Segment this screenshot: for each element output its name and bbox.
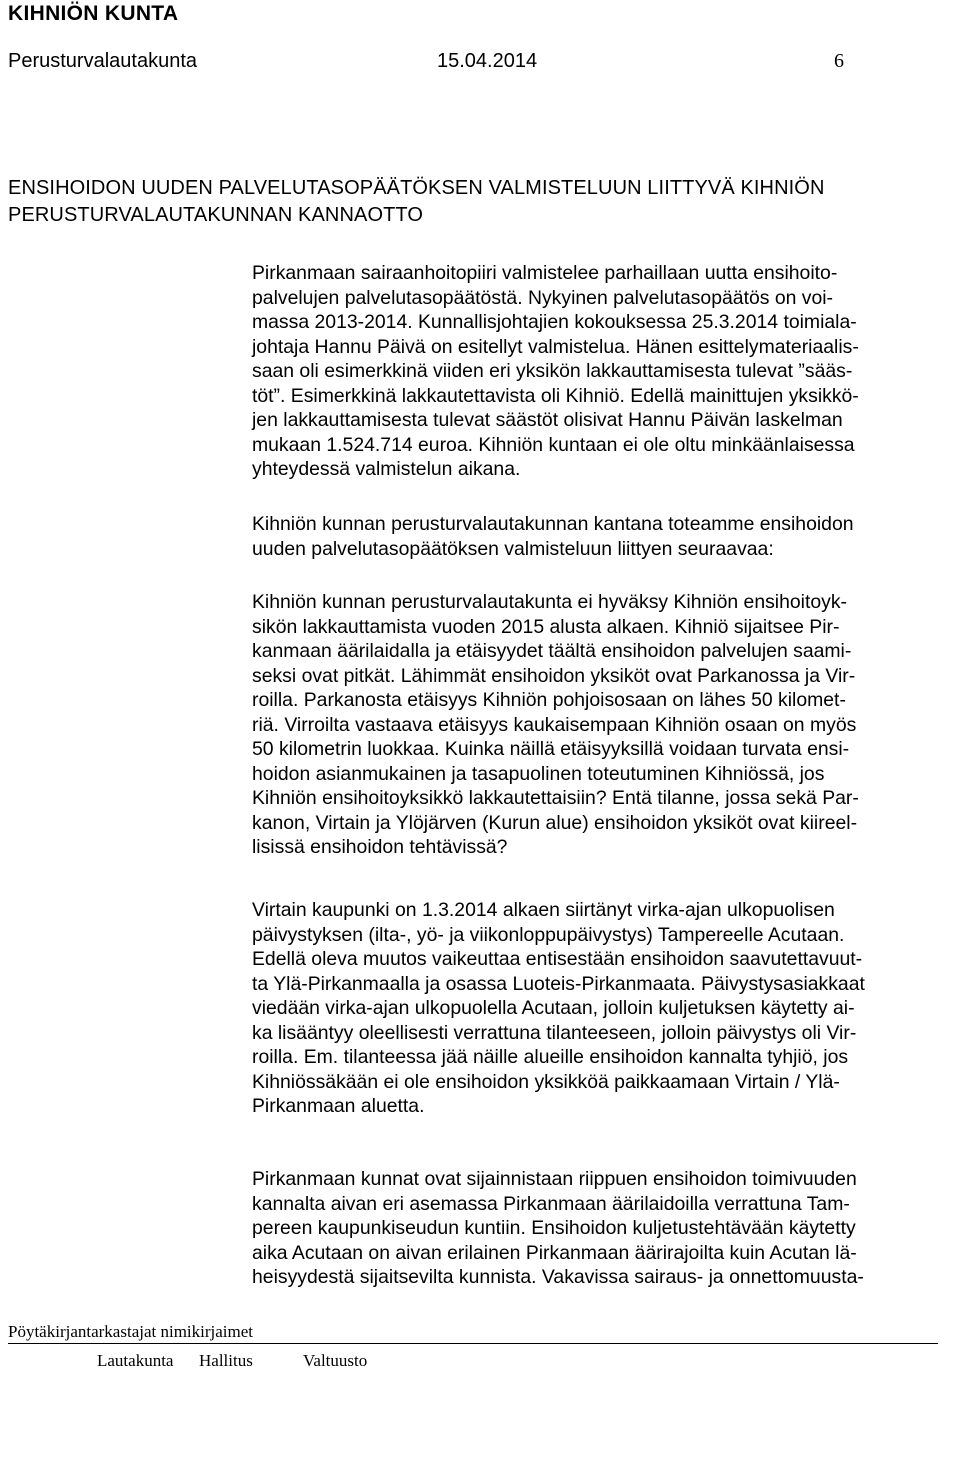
paragraph-municipalities bbox=[252, 1167, 952, 1290]
text-line: Kihniön ensihoitoyksikkö lakkautettaisiin? Entä tilanne, jossa sekä Par- bbox=[252, 787, 859, 809]
paragraph-position-statement bbox=[252, 512, 952, 561]
text-line: lisissä ensihoidon tehtävissä? bbox=[252, 836, 508, 858]
text-line: mukaan 1.524.714 euroa. Kihniön kuntaan ei ole oltu minkäänlaisessa bbox=[252, 433, 855, 456]
text-line: kanon, Virtain ja Ylöjärven (Kurun alue) ensihoidon yksiköt ovat kiireel- bbox=[252, 811, 858, 834]
signature-column-lautakunta: Lautakunta bbox=[97, 1351, 174, 1370]
text-line: yhteydessä valmistelun aikana. bbox=[252, 458, 521, 480]
text-line: sikön lakkauttamista vuoden 2015 alusta alkaen. Kihniö sijaitsee Pir- bbox=[252, 615, 840, 638]
text-line: hoidon asianmukainen ja tasapuolinen toteutuminen Kihniössä, jos bbox=[252, 762, 825, 785]
text-line: töt”. Esimerkkinä lakkautettavista oli Kihniö. Edellä mainittujen yksikkö- bbox=[252, 384, 859, 407]
text-line: Pirkanmaan aluetta. bbox=[252, 1095, 425, 1117]
signature-divider bbox=[8, 1343, 938, 1344]
signature-column-hallitus: Hallitus bbox=[199, 1351, 253, 1370]
paragraph-background bbox=[252, 261, 952, 482]
text-line: Pirkanmaan sairaanhoitopiiri valmistelee parhaillaan uutta ensihoito- bbox=[252, 262, 838, 284]
text-line: seksi ovat pitkät. Lähimmät ensihoidon yksiköt ovat Parkanossa ja Vir- bbox=[252, 664, 856, 687]
text-line: aika Acutaan on aivan erilainen Pirkanmaan äärirajoilta kuin Acutan lä- bbox=[252, 1241, 857, 1264]
meeting-date: 15.04.2014 bbox=[437, 50, 538, 72]
text-line: ka lisääntyy oleellisesti verrattuna tilanteeseen, jolloin päivystys oli Vir- bbox=[252, 1021, 857, 1044]
text-line: Virtain kaupunki on 1.3.2014 alkaen siirtänyt virka-ajan ulkopuolisen bbox=[252, 899, 835, 921]
signature-columns bbox=[0, 1351, 960, 1373]
text-line: kannalta aivan eri asemassa Pirkanmaan äärilaidoilla verrattuna Tam- bbox=[252, 1192, 850, 1215]
text-line: riä. Virroilta vastaava etäisyys kaukaisempaan Kihniön osaan on myös bbox=[252, 713, 857, 736]
text-line: Kihniön kunnan perusturvalautakunnan kantana toteamme ensihoidon bbox=[252, 513, 854, 535]
text-line: Pirkanmaan kunnat ovat sijainnistaan riippuen ensihoidon toimivuuden bbox=[252, 1168, 857, 1190]
heading-line: ENSIHOIDON UUDEN PALVELUTASOPÄÄTÖKSEN VALMISTELUUN LIITTYVÄ KIHNIÖN bbox=[8, 177, 825, 199]
text-line: pereen kaupunkiseudun kuntiin. Ensihoidon kuljetustehtävään käytetty bbox=[252, 1217, 856, 1239]
text-line: Kihniön kunnan perusturvalautakunta ei hyväksy Kihniön ensihoitoyk- bbox=[252, 591, 848, 613]
committee-name: Perusturvalautakunta bbox=[8, 50, 198, 72]
signature-title: Pöytäkirjantarkastajat nimikirjaimet bbox=[8, 1322, 254, 1341]
paragraph-virrat-change bbox=[252, 898, 952, 1119]
text-line: jen lakkauttamisesta tulevat säästöt olisivat Hannu Päivän laskelman bbox=[252, 409, 843, 431]
text-line: massa 2013-2014. Kunnallisjohtajien kokouksessa 25.3.2014 toimiala- bbox=[252, 311, 857, 333]
text-line: Edellä oleva muutos vaikeuttaa entisestään ensihoidon saavutettavuut- bbox=[252, 948, 863, 970]
section-heading bbox=[8, 175, 938, 229]
text-line: 50 kilometrin luokkaa. Kuinka näillä etäisyyksillä voidaan turvata ensi- bbox=[252, 738, 850, 760]
heading-line: PERUSTURVALAUTAKUNNAN KANNAOTTO bbox=[8, 204, 424, 226]
signature-column-valtuusto: Valtuusto bbox=[303, 1351, 368, 1370]
text-line: roilla. Parkanosta etäisyys Kihniön pohjoisosaan on lähes 50 kilomet- bbox=[252, 689, 846, 711]
text-line: päivystyksen (ilta-, yö- ja viikonloppupäivystys) Tampereelle Acutaan. bbox=[252, 923, 845, 946]
paragraph-rejection bbox=[252, 590, 952, 860]
document-header bbox=[0, 50, 960, 76]
text-line: palvelujen palvelutasopäätöstä. Nykyinen palvelutasopäätös on voi- bbox=[252, 286, 834, 309]
text-line: Kihniössäkään ei ole ensihoidon yksikköä paikkaamaan Virtain / Ylä- bbox=[252, 1070, 840, 1093]
text-line: uuden palvelutasopäätöksen valmisteluun liittyen seuraavaa: bbox=[252, 537, 774, 560]
text-line: johtaja Hannu Päivä on esitellyt valmistelua. Hänen esittelymateriaalis- bbox=[252, 335, 859, 358]
organization-name: KIHNIÖN KUNTA bbox=[8, 2, 179, 25]
text-line: saan oli esimerkkinä viiden eri yksikön lakkauttamisesta tulevat ”sääs- bbox=[252, 360, 853, 382]
text-line: ta Ylä-Pirkanmaalla ja osassa Luoteis-Pirkanmaata. Päivystysasiakkaat bbox=[252, 972, 865, 995]
text-line: viedään virka-ajan ulkopuolella Acutaan, jolloin kuljetuksen käytetty ai- bbox=[252, 997, 855, 1019]
text-line: roilla. Em. tilanteessa jää näille alueille ensihoidon kannalta tyhjiö, jos bbox=[252, 1046, 849, 1068]
page-number: 6 bbox=[834, 50, 844, 72]
text-line: heisyydestä sijaitsevilta kunnista. Vakavissa sairaus- ja onnettomuusta- bbox=[252, 1266, 864, 1288]
text-line: kanmaan äärilaidalla ja etäisyydet täältä ensihoidon palvelujen saami- bbox=[252, 640, 852, 662]
